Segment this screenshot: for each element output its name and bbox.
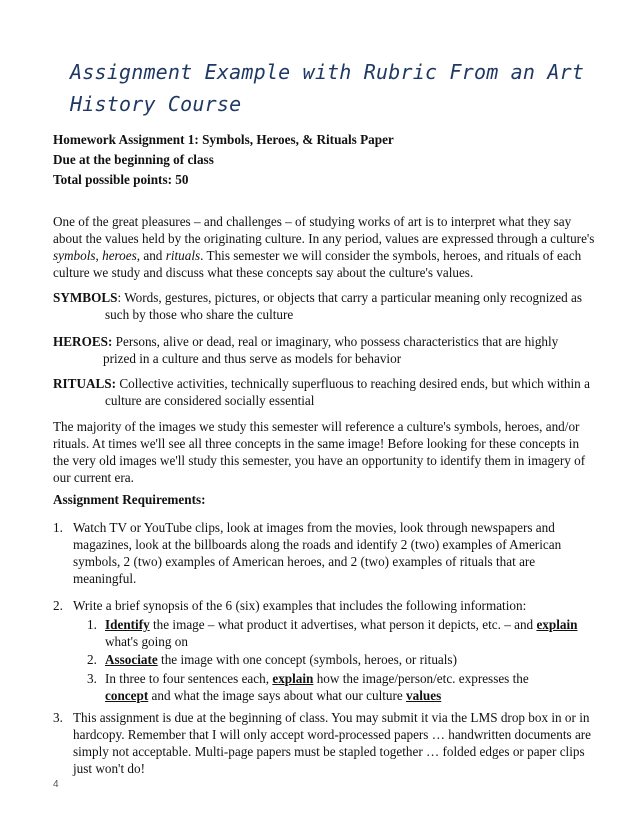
assignment-header: [53, 131, 598, 188]
symbols-text-2: such by those who share the culture: [105, 307, 294, 322]
sub-item-1: [53, 616, 598, 650]
item-number: 2.: [53, 598, 63, 613]
item-text: Watch TV or YouTube clips, look at images from the movies, look through newspapers and magazines, look at the billboards along the roads and identify 2 (two) examples of American symbols, 2 (two) examples of American heroes, and 2 (two) examples of rituals that are meaningful.: [73, 520, 562, 586]
sub3-text-c: and what the image says about what our culture: [148, 688, 407, 703]
symbols-label: SYMBOLS: [53, 290, 118, 305]
list-item: [53, 597, 598, 614]
intro-comma: ,: [95, 248, 103, 263]
list-item: [53, 519, 598, 587]
list-item: [53, 709, 598, 777]
intro-and: , and: [136, 248, 166, 263]
requirements-list-2: [53, 597, 598, 614]
associate-word: Associate: [105, 652, 158, 667]
sub-number: 2.: [87, 652, 97, 667]
explain-word-2: explain: [272, 671, 314, 686]
rituals-label: RITUALS:: [53, 376, 117, 391]
header-line-3: Total possible points: 50: [53, 172, 189, 187]
sub-number: 1.: [87, 617, 97, 632]
values-word: values: [406, 688, 442, 703]
sub-item-2: [53, 651, 598, 668]
heroes-text-1: Persons, alive or dead, real or imaginary, who possess characteristics that are highly: [112, 334, 559, 349]
requirements-heading: Assignment Requirements:: [53, 492, 206, 507]
intro-paragraph: [53, 213, 598, 281]
page-number: 4: [53, 779, 59, 790]
intro-rituals-word: rituals: [165, 248, 201, 263]
symbols-text-1: : Words, gestures, pictures, or objects that carry a particular meaning only recognized as: [117, 290, 582, 305]
sub3-text-b: how the image/person/etc. expresses the: [313, 671, 529, 686]
item-number: 3.: [53, 710, 63, 725]
header-line-1: Homework Assignment 1: Symbols, Heroes, & Rituals Paper: [53, 132, 394, 147]
requirements-list-3: [53, 709, 598, 777]
sub2-text: the image with one concept (symbols, heroes, or rituals): [157, 652, 457, 667]
definition-symbols: [53, 289, 598, 323]
intro-heroes-word: heroes: [102, 248, 137, 263]
intro-part1: One of the great pleasures – and challenges – of studying works of art is to interpret what they say about the values held by the originating culture. In any period, values are expressed through a culture's: [53, 214, 595, 246]
requirements-list: [53, 519, 598, 587]
document-title: Assignment Example with Rubric From an Art History Course: [70, 60, 585, 116]
intro-part2: . This semester we will consider the symbols, heroes, and rituals of each culture we study and discuss what these concepts say about the culture's values.: [53, 248, 582, 280]
heroes-text-2: prized in a culture and thus serve as models for behavior: [103, 351, 402, 366]
intro-symbols-word: symbols: [53, 248, 96, 263]
identify-word: Identify: [105, 617, 150, 632]
sub-number: 3.: [87, 671, 97, 686]
concept-word: concept: [105, 688, 149, 703]
rituals-text-1: Collective activities, technically superfluous to reaching desired ends, but which within a: [116, 376, 590, 391]
sub1-text-a: the image – what product it advertises, what person it depicts, etc. – and: [149, 617, 537, 632]
explain-word: explain: [536, 617, 578, 632]
heroes-label: HEROES:: [53, 334, 113, 349]
definition-heroes: [53, 333, 598, 367]
item-text: Write a brief synopsis of the 6 (six) examples that includes the following information:: [73, 598, 527, 613]
majority-paragraph: The majority of the images we study this semester will reference a culture's symbols, heroes, and/or rituals. At times we'll see all three concepts in the same image! Before looking for these concepts in the very old images we'll study this semester, you have an opportunity to identify them in imagery of our current era.: [53, 419, 586, 485]
header-line-2: Due at the beginning of class: [53, 152, 214, 167]
definition-rituals: [53, 375, 598, 409]
item-number: 1.: [53, 520, 63, 535]
sub3-text-a: In three to four sentences each,: [105, 671, 273, 686]
sub1-text-b: what's going on: [105, 634, 188, 649]
sub-item-3: [53, 670, 598, 704]
item-text: This assignment is due at the beginning of class. You may submit it via the LMS drop box in or in hardcopy. Remember that I will only accept word-processed papers … handwritten documents are simply not acceptable. Multi-page papers must be stapled together … folded edges or paper clips just won't do!: [73, 710, 592, 776]
rituals-text-2: culture are considered socially essential: [105, 393, 315, 408]
